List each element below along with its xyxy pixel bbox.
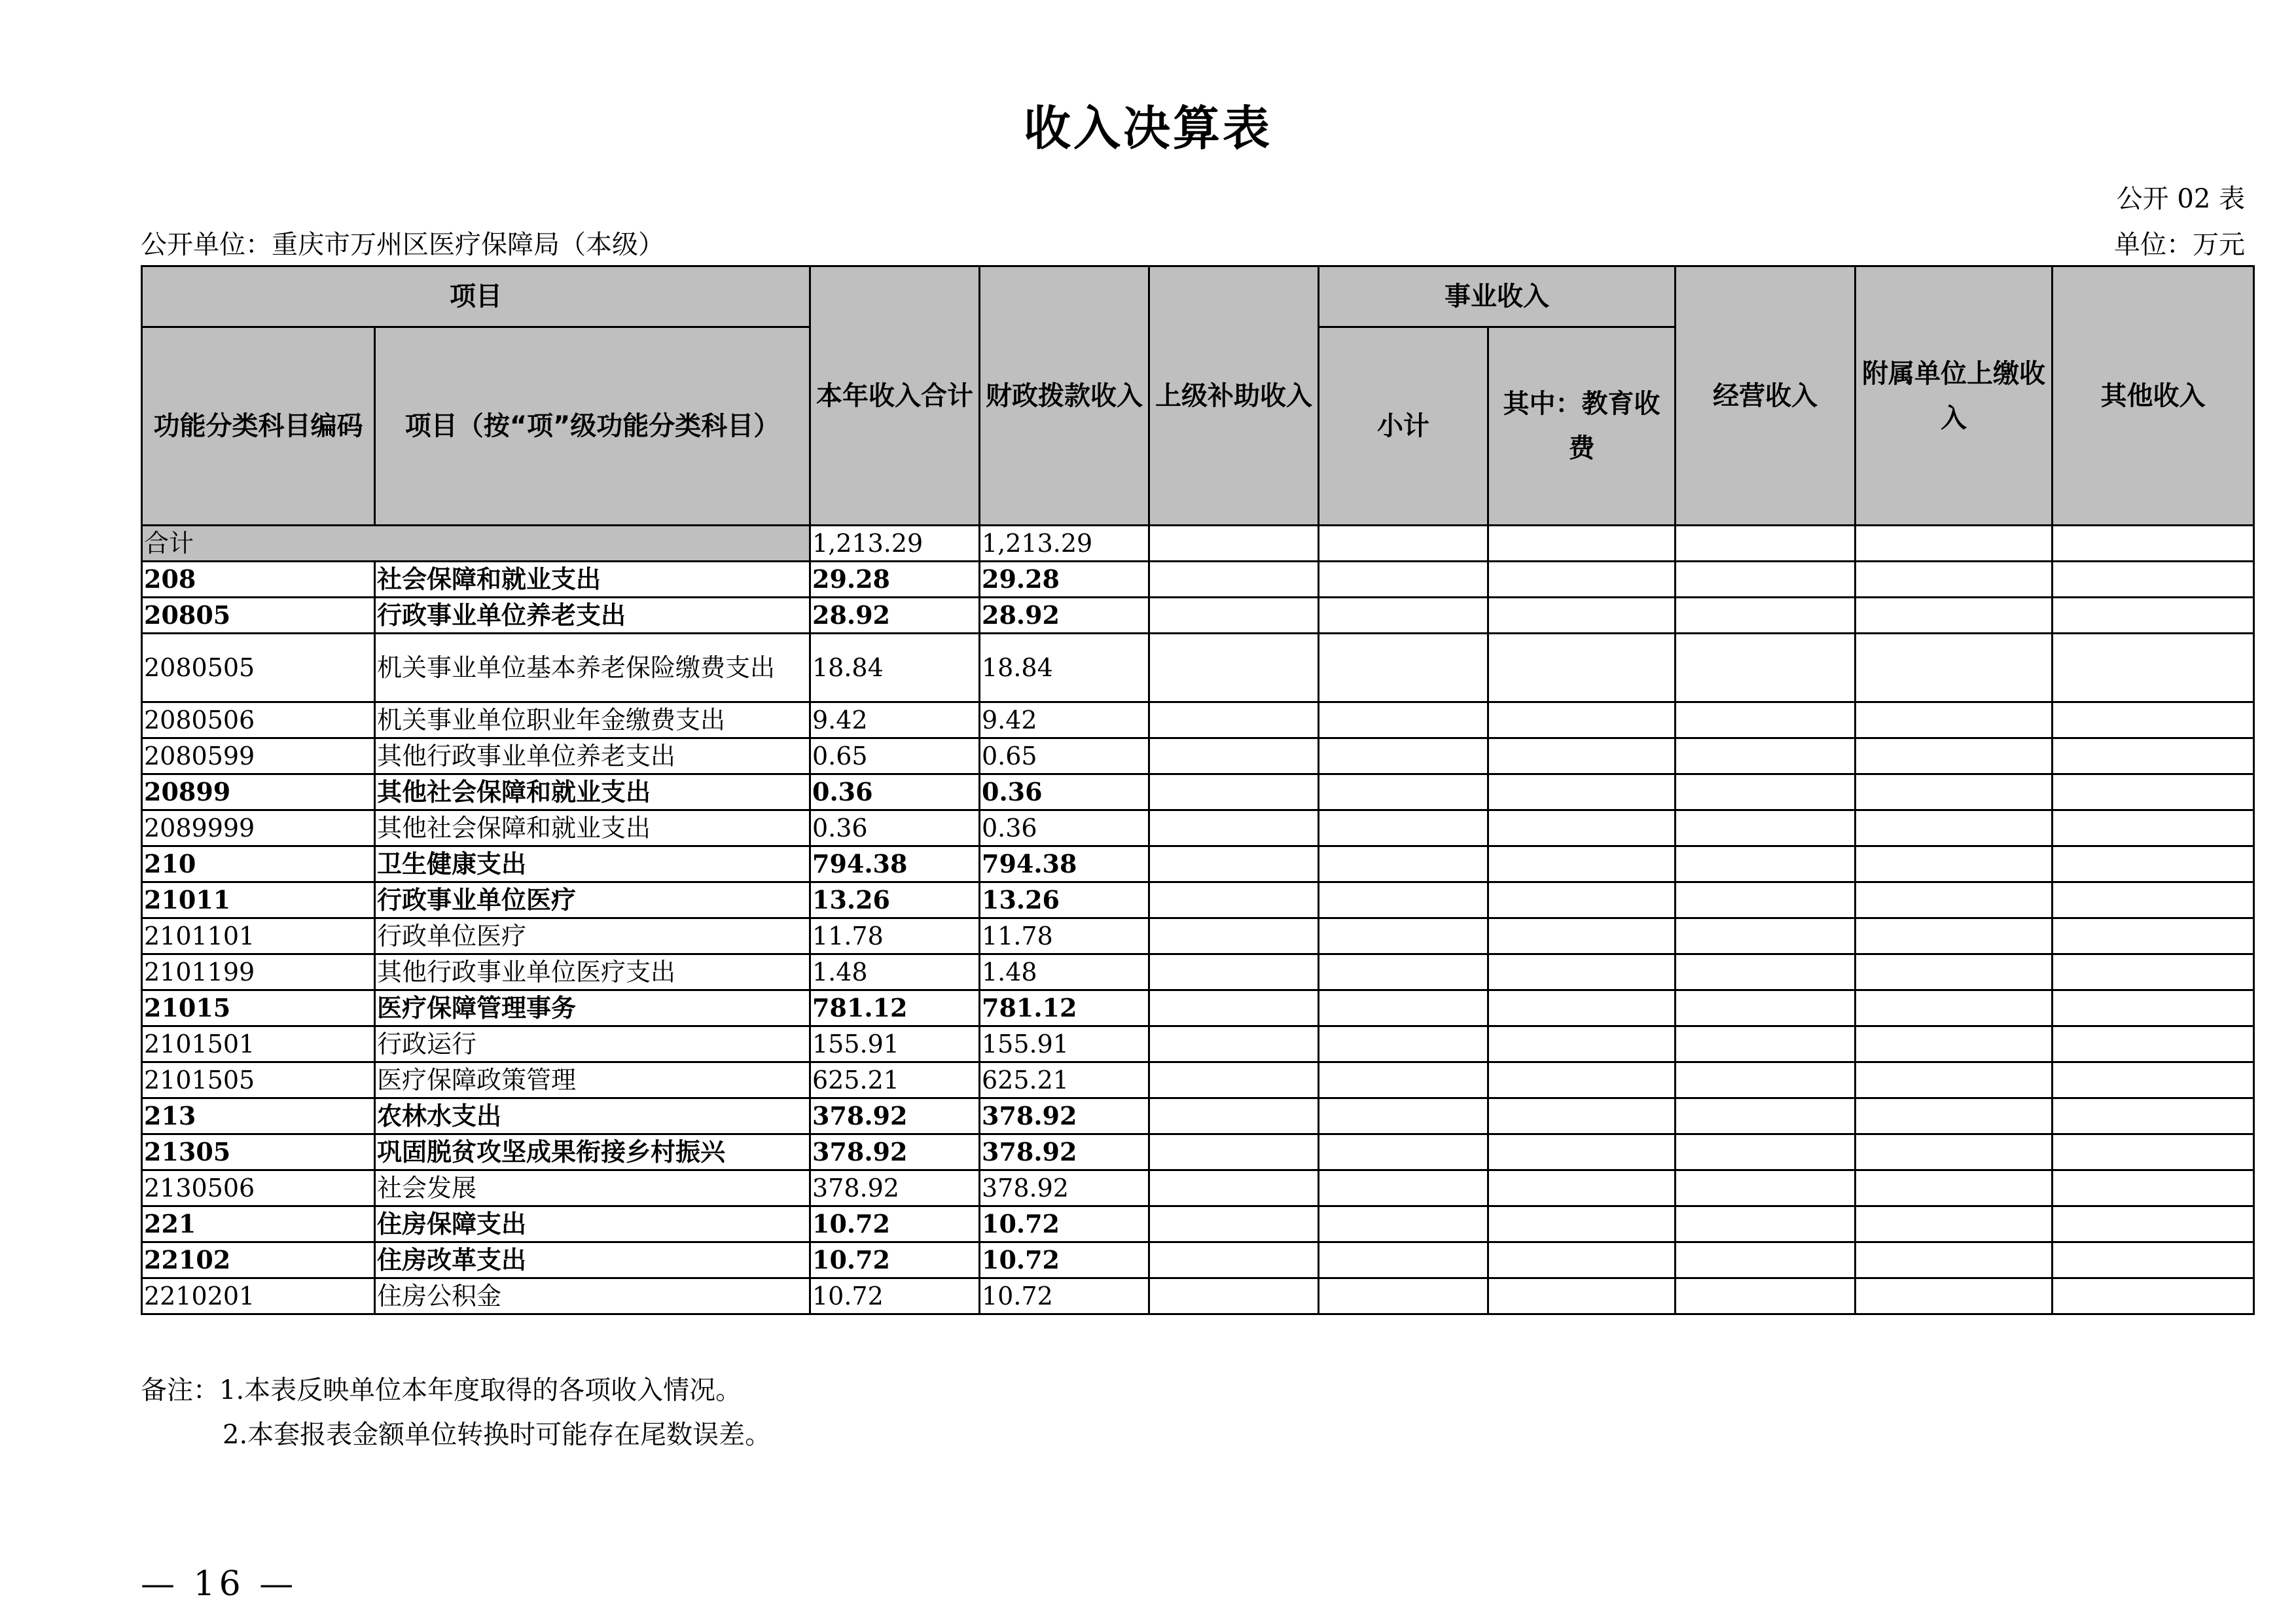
empty-cell bbox=[1149, 1278, 1319, 1314]
empty-cell bbox=[1488, 1278, 1676, 1314]
empty-cell bbox=[1856, 990, 2053, 1026]
empty-cell bbox=[1856, 702, 2053, 738]
table-row bbox=[142, 1206, 2254, 1242]
fiscal-cell: 794.38 bbox=[980, 846, 1149, 882]
empty-cell bbox=[1488, 918, 1676, 954]
empty-cell bbox=[1856, 1026, 2053, 1062]
empty-cell bbox=[1319, 1062, 1488, 1098]
empty-cell bbox=[2053, 598, 2254, 634]
empty-cell bbox=[1319, 1278, 1488, 1314]
table-row bbox=[142, 1242, 2254, 1278]
code-cell: 21011 bbox=[142, 882, 375, 918]
empty-cell bbox=[1488, 526, 1676, 562]
fiscal-cell: 13.26 bbox=[980, 882, 1149, 918]
empty-cell bbox=[1319, 810, 1488, 846]
empty-cell bbox=[1488, 1206, 1676, 1242]
table-row bbox=[142, 1278, 2254, 1314]
table-row bbox=[142, 702, 2254, 738]
table-row bbox=[142, 954, 2254, 990]
empty-cell bbox=[1676, 738, 1856, 774]
empty-cell bbox=[1488, 1170, 1676, 1206]
project-name-cell: 农林水支出 bbox=[375, 1098, 810, 1134]
project-name-cell: 行政事业单位养老支出 bbox=[375, 598, 810, 634]
empty-cell bbox=[1149, 1098, 1319, 1134]
total-income-cell: 1.48 bbox=[810, 954, 980, 990]
empty-cell bbox=[1488, 562, 1676, 598]
empty-cell bbox=[1676, 1206, 1856, 1242]
empty-cell bbox=[1856, 562, 2053, 598]
empty-cell bbox=[1488, 882, 1676, 918]
project-name-cell: 巩固脱贫攻坚成果衔接乡村振兴 bbox=[375, 1134, 810, 1170]
empty-cell bbox=[1676, 1062, 1856, 1098]
notes bbox=[141, 1368, 771, 1457]
empty-cell bbox=[1488, 1098, 1676, 1134]
empty-cell bbox=[1319, 1170, 1488, 1206]
total-income-cell: 0.36 bbox=[810, 774, 980, 810]
empty-cell bbox=[2053, 1206, 2254, 1242]
empty-cell bbox=[1149, 1206, 1319, 1242]
header-operating: 经营收入 bbox=[1676, 266, 1856, 526]
total-income-cell: 28.92 bbox=[810, 598, 980, 634]
empty-cell bbox=[1488, 634, 1676, 702]
project-name-cell: 其他社会保障和就业支出 bbox=[375, 810, 810, 846]
fiscal-cell: 625.21 bbox=[980, 1062, 1149, 1098]
empty-cell bbox=[2053, 562, 2254, 598]
code-cell: 20899 bbox=[142, 774, 375, 810]
table-row bbox=[142, 1170, 2254, 1206]
header-business-group: 事业收入 bbox=[1319, 266, 1676, 327]
table-row bbox=[142, 562, 2254, 598]
fiscal-cell: 10.72 bbox=[980, 1206, 1149, 1242]
empty-cell bbox=[1488, 1242, 1676, 1278]
empty-cell bbox=[1488, 1026, 1676, 1062]
empty-cell bbox=[1676, 598, 1856, 634]
header-education: 其中：教育收费 bbox=[1488, 327, 1676, 526]
empty-cell bbox=[1149, 918, 1319, 954]
empty-cell bbox=[1676, 1278, 1856, 1314]
table-row bbox=[142, 1026, 2254, 1062]
empty-cell bbox=[1319, 954, 1488, 990]
code-cell: 2080506 bbox=[142, 702, 375, 738]
empty-cell bbox=[1676, 1026, 1856, 1062]
empty-cell bbox=[1488, 774, 1676, 810]
empty-cell bbox=[2053, 738, 2254, 774]
header-code: 功能分类科目编码 bbox=[142, 327, 375, 526]
header-project-group: 项目 bbox=[142, 266, 810, 327]
total-income-cell: 378.92 bbox=[810, 1134, 980, 1170]
empty-cell bbox=[1319, 1206, 1488, 1242]
empty-cell bbox=[1319, 634, 1488, 702]
empty-cell bbox=[2053, 918, 2254, 954]
project-name-cell: 卫生健康支出 bbox=[375, 846, 810, 882]
code-cell: 2101505 bbox=[142, 1062, 375, 1098]
table-row bbox=[142, 634, 2254, 702]
note-line-2: 2.本套报表金额单位转换时可能存在尾数误差。 bbox=[223, 1420, 772, 1450]
total-income-cell: 1,213.29 bbox=[810, 526, 980, 562]
total-income-cell: 625.21 bbox=[810, 1062, 980, 1098]
empty-cell bbox=[1149, 634, 1319, 702]
empty-cell bbox=[1149, 702, 1319, 738]
empty-cell bbox=[1856, 810, 2053, 846]
empty-cell bbox=[1319, 990, 1488, 1026]
empty-cell bbox=[1319, 598, 1488, 634]
code-cell: 2089999 bbox=[142, 810, 375, 846]
income-table bbox=[141, 265, 2255, 1315]
fiscal-cell: 0.36 bbox=[980, 810, 1149, 846]
total-income-cell: 794.38 bbox=[810, 846, 980, 882]
fiscal-cell: 155.91 bbox=[980, 1026, 1149, 1062]
project-name-cell: 住房保障支出 bbox=[375, 1206, 810, 1242]
note-line-1: 备注：1.本表反映单位本年度取得的各项收入情况。 bbox=[141, 1375, 742, 1405]
fiscal-cell: 781.12 bbox=[980, 990, 1149, 1026]
empty-cell bbox=[1856, 1062, 2053, 1098]
form-number: 公开 02 表 bbox=[2116, 184, 2245, 214]
empty-cell bbox=[1319, 846, 1488, 882]
empty-cell bbox=[1856, 634, 2053, 702]
total-income-cell: 10.72 bbox=[810, 1278, 980, 1314]
fiscal-cell: 0.65 bbox=[980, 738, 1149, 774]
total-income-cell: 29.28 bbox=[810, 562, 980, 598]
table-row bbox=[142, 990, 2254, 1026]
empty-cell bbox=[1676, 702, 1856, 738]
fiscal-cell: 0.36 bbox=[980, 774, 1149, 810]
total-income-cell: 155.91 bbox=[810, 1026, 980, 1062]
empty-cell bbox=[1488, 990, 1676, 1026]
empty-cell bbox=[1319, 562, 1488, 598]
code-cell: 2101101 bbox=[142, 918, 375, 954]
fiscal-cell: 28.92 bbox=[980, 598, 1149, 634]
empty-cell bbox=[2053, 1134, 2254, 1170]
code-cell: 221 bbox=[142, 1206, 375, 1242]
total-income-cell: 10.72 bbox=[810, 1206, 980, 1242]
empty-cell bbox=[1856, 954, 2053, 990]
empty-cell bbox=[1149, 1026, 1319, 1062]
empty-cell bbox=[1676, 846, 1856, 882]
code-cell: 2101199 bbox=[142, 954, 375, 990]
code-cell: 22102 bbox=[142, 1242, 375, 1278]
empty-cell bbox=[1149, 810, 1319, 846]
empty-cell bbox=[2053, 990, 2254, 1026]
empty-cell bbox=[1319, 1242, 1488, 1278]
header-affiliated: 附属单位上缴收入 bbox=[1856, 266, 2053, 526]
project-name-cell: 行政单位医疗 bbox=[375, 918, 810, 954]
total-income-cell: 0.36 bbox=[810, 810, 980, 846]
empty-cell bbox=[2053, 526, 2254, 562]
empty-cell bbox=[1488, 702, 1676, 738]
empty-cell bbox=[1149, 598, 1319, 634]
empty-cell bbox=[1149, 738, 1319, 774]
code-cell: 21305 bbox=[142, 1134, 375, 1170]
empty-cell bbox=[2053, 1170, 2254, 1206]
table-row bbox=[142, 882, 2254, 918]
empty-cell bbox=[1856, 1206, 2053, 1242]
empty-cell bbox=[1676, 990, 1856, 1026]
total-income-cell: 378.92 bbox=[810, 1098, 980, 1134]
empty-cell bbox=[1856, 774, 2053, 810]
code-cell: 21015 bbox=[142, 990, 375, 1026]
empty-cell bbox=[1856, 526, 2053, 562]
empty-cell bbox=[1676, 882, 1856, 918]
empty-cell bbox=[1149, 1134, 1319, 1170]
empty-cell bbox=[1676, 526, 1856, 562]
empty-cell bbox=[2053, 1026, 2254, 1062]
empty-cell bbox=[1488, 738, 1676, 774]
table-row bbox=[142, 846, 2254, 882]
total-income-cell: 18.84 bbox=[810, 634, 980, 702]
empty-cell bbox=[1149, 1170, 1319, 1206]
fiscal-cell: 378.92 bbox=[980, 1134, 1149, 1170]
total-income-cell: 378.92 bbox=[810, 1170, 980, 1206]
empty-cell bbox=[1676, 1242, 1856, 1278]
empty-cell bbox=[1488, 598, 1676, 634]
empty-cell bbox=[1856, 1098, 2053, 1134]
project-name-cell: 其他社会保障和就业支出 bbox=[375, 774, 810, 810]
table-row bbox=[142, 1098, 2254, 1134]
table-row bbox=[142, 598, 2254, 634]
table-row bbox=[142, 918, 2254, 954]
empty-cell bbox=[1856, 918, 2053, 954]
fiscal-cell: 29.28 bbox=[980, 562, 1149, 598]
total-income-cell: 11.78 bbox=[810, 918, 980, 954]
empty-cell bbox=[2053, 1098, 2254, 1134]
table-row bbox=[142, 738, 2254, 774]
empty-cell bbox=[1319, 918, 1488, 954]
fiscal-cell: 10.72 bbox=[980, 1242, 1149, 1278]
empty-cell bbox=[1676, 1098, 1856, 1134]
empty-cell bbox=[1319, 1134, 1488, 1170]
empty-cell bbox=[1319, 738, 1488, 774]
empty-cell bbox=[2053, 954, 2254, 990]
empty-cell bbox=[2053, 882, 2254, 918]
header-subtotal: 小计 bbox=[1319, 327, 1488, 526]
empty-cell bbox=[1319, 1098, 1488, 1134]
empty-cell bbox=[1488, 1134, 1676, 1170]
fiscal-cell: 9.42 bbox=[980, 702, 1149, 738]
code-cell: 208 bbox=[142, 562, 375, 598]
empty-cell bbox=[1319, 1026, 1488, 1062]
total-label: 合计 bbox=[142, 526, 810, 562]
empty-cell bbox=[1488, 954, 1676, 990]
project-name-cell: 行政运行 bbox=[375, 1026, 810, 1062]
empty-cell bbox=[1856, 598, 2053, 634]
empty-cell bbox=[2053, 1278, 2254, 1314]
fiscal-cell: 11.78 bbox=[980, 918, 1149, 954]
code-cell: 2080505 bbox=[142, 634, 375, 702]
empty-cell bbox=[1856, 882, 2053, 918]
project-name-cell: 医疗保障管理事务 bbox=[375, 990, 810, 1026]
empty-cell bbox=[1488, 1062, 1676, 1098]
table-row bbox=[142, 810, 2254, 846]
project-name-cell: 社会保障和就业支出 bbox=[375, 562, 810, 598]
table-row bbox=[142, 1134, 2254, 1170]
empty-cell bbox=[1149, 562, 1319, 598]
empty-cell bbox=[1488, 810, 1676, 846]
empty-cell bbox=[1488, 846, 1676, 882]
empty-cell bbox=[2053, 702, 2254, 738]
empty-cell bbox=[2053, 634, 2254, 702]
empty-cell bbox=[1676, 810, 1856, 846]
fiscal-cell: 1.48 bbox=[980, 954, 1149, 990]
project-name-cell: 机关事业单位基本养老保险缴费支出 bbox=[375, 634, 810, 702]
project-name-cell: 住房公积金 bbox=[375, 1278, 810, 1314]
project-name-cell: 机关事业单位职业年金缴费支出 bbox=[375, 702, 810, 738]
code-cell: 2080599 bbox=[142, 738, 375, 774]
header-other: 其他收入 bbox=[2053, 266, 2254, 526]
header-fiscal: 财政拨款收入 bbox=[980, 266, 1149, 526]
empty-cell bbox=[1319, 774, 1488, 810]
code-cell: 2101501 bbox=[142, 1026, 375, 1062]
code-cell: 2210201 bbox=[142, 1278, 375, 1314]
empty-cell bbox=[2053, 1242, 2254, 1278]
project-name-cell: 社会发展 bbox=[375, 1170, 810, 1206]
empty-cell bbox=[2053, 810, 2254, 846]
currency-unit: 单位：万元 bbox=[2114, 230, 2245, 260]
empty-cell bbox=[1149, 526, 1319, 562]
header-project-name: 项目（按“项”级功能分类科目） bbox=[375, 327, 810, 526]
empty-cell bbox=[1856, 738, 2053, 774]
page-number: — 16 — bbox=[141, 1564, 298, 1604]
empty-cell bbox=[1676, 954, 1856, 990]
total-income-cell: 0.65 bbox=[810, 738, 980, 774]
total-income-cell: 13.26 bbox=[810, 882, 980, 918]
empty-cell bbox=[1856, 1134, 2053, 1170]
project-name-cell: 医疗保障政策管理 bbox=[375, 1062, 810, 1098]
fiscal-cell: 10.72 bbox=[980, 1278, 1149, 1314]
table-row bbox=[142, 1062, 2254, 1098]
empty-cell bbox=[1319, 526, 1488, 562]
empty-cell bbox=[1149, 846, 1319, 882]
empty-cell bbox=[1676, 1170, 1856, 1206]
empty-cell bbox=[1676, 774, 1856, 810]
total-row bbox=[142, 526, 2254, 562]
empty-cell bbox=[1856, 846, 2053, 882]
fiscal-cell: 378.92 bbox=[980, 1098, 1149, 1134]
empty-cell bbox=[1676, 1134, 1856, 1170]
empty-cell bbox=[1856, 1242, 2053, 1278]
empty-cell bbox=[2053, 774, 2254, 810]
project-name-cell: 住房改革支出 bbox=[375, 1242, 810, 1278]
table-row bbox=[142, 774, 2254, 810]
project-name-cell: 行政事业单位医疗 bbox=[375, 882, 810, 918]
empty-cell bbox=[1319, 702, 1488, 738]
code-cell: 210 bbox=[142, 846, 375, 882]
empty-cell bbox=[1856, 1170, 2053, 1206]
empty-cell bbox=[1149, 1242, 1319, 1278]
empty-cell bbox=[1149, 882, 1319, 918]
empty-cell bbox=[1856, 1278, 2053, 1314]
total-income-cell: 10.72 bbox=[810, 1242, 980, 1278]
fiscal-cell: 18.84 bbox=[980, 634, 1149, 702]
empty-cell bbox=[2053, 1062, 2254, 1098]
project-name-cell: 其他行政事业单位医疗支出 bbox=[375, 954, 810, 990]
project-name-cell: 其他行政事业单位养老支出 bbox=[375, 738, 810, 774]
code-cell: 20805 bbox=[142, 598, 375, 634]
code-cell: 213 bbox=[142, 1098, 375, 1134]
page-title: 收入决算表 bbox=[1023, 101, 1272, 156]
empty-cell bbox=[1676, 634, 1856, 702]
reporting-unit: 公开单位：重庆市万州区医疗保障局（本级） bbox=[141, 230, 664, 260]
total-income-cell: 9.42 bbox=[810, 702, 980, 738]
empty-cell bbox=[1149, 774, 1319, 810]
total-fiscal-cell: 1,213.29 bbox=[980, 526, 1149, 562]
total-income-cell: 781.12 bbox=[810, 990, 980, 1026]
empty-cell bbox=[1319, 882, 1488, 918]
code-cell: 2130506 bbox=[142, 1170, 375, 1206]
fiscal-cell: 378.92 bbox=[980, 1170, 1149, 1206]
empty-cell bbox=[1676, 562, 1856, 598]
header-total-income: 本年收入合计 bbox=[810, 266, 980, 526]
empty-cell bbox=[1149, 954, 1319, 990]
header-superior: 上级补助收入 bbox=[1149, 266, 1319, 526]
empty-cell bbox=[1149, 1062, 1319, 1098]
empty-cell bbox=[1149, 990, 1319, 1026]
empty-cell bbox=[2053, 846, 2254, 882]
empty-cell bbox=[1676, 918, 1856, 954]
